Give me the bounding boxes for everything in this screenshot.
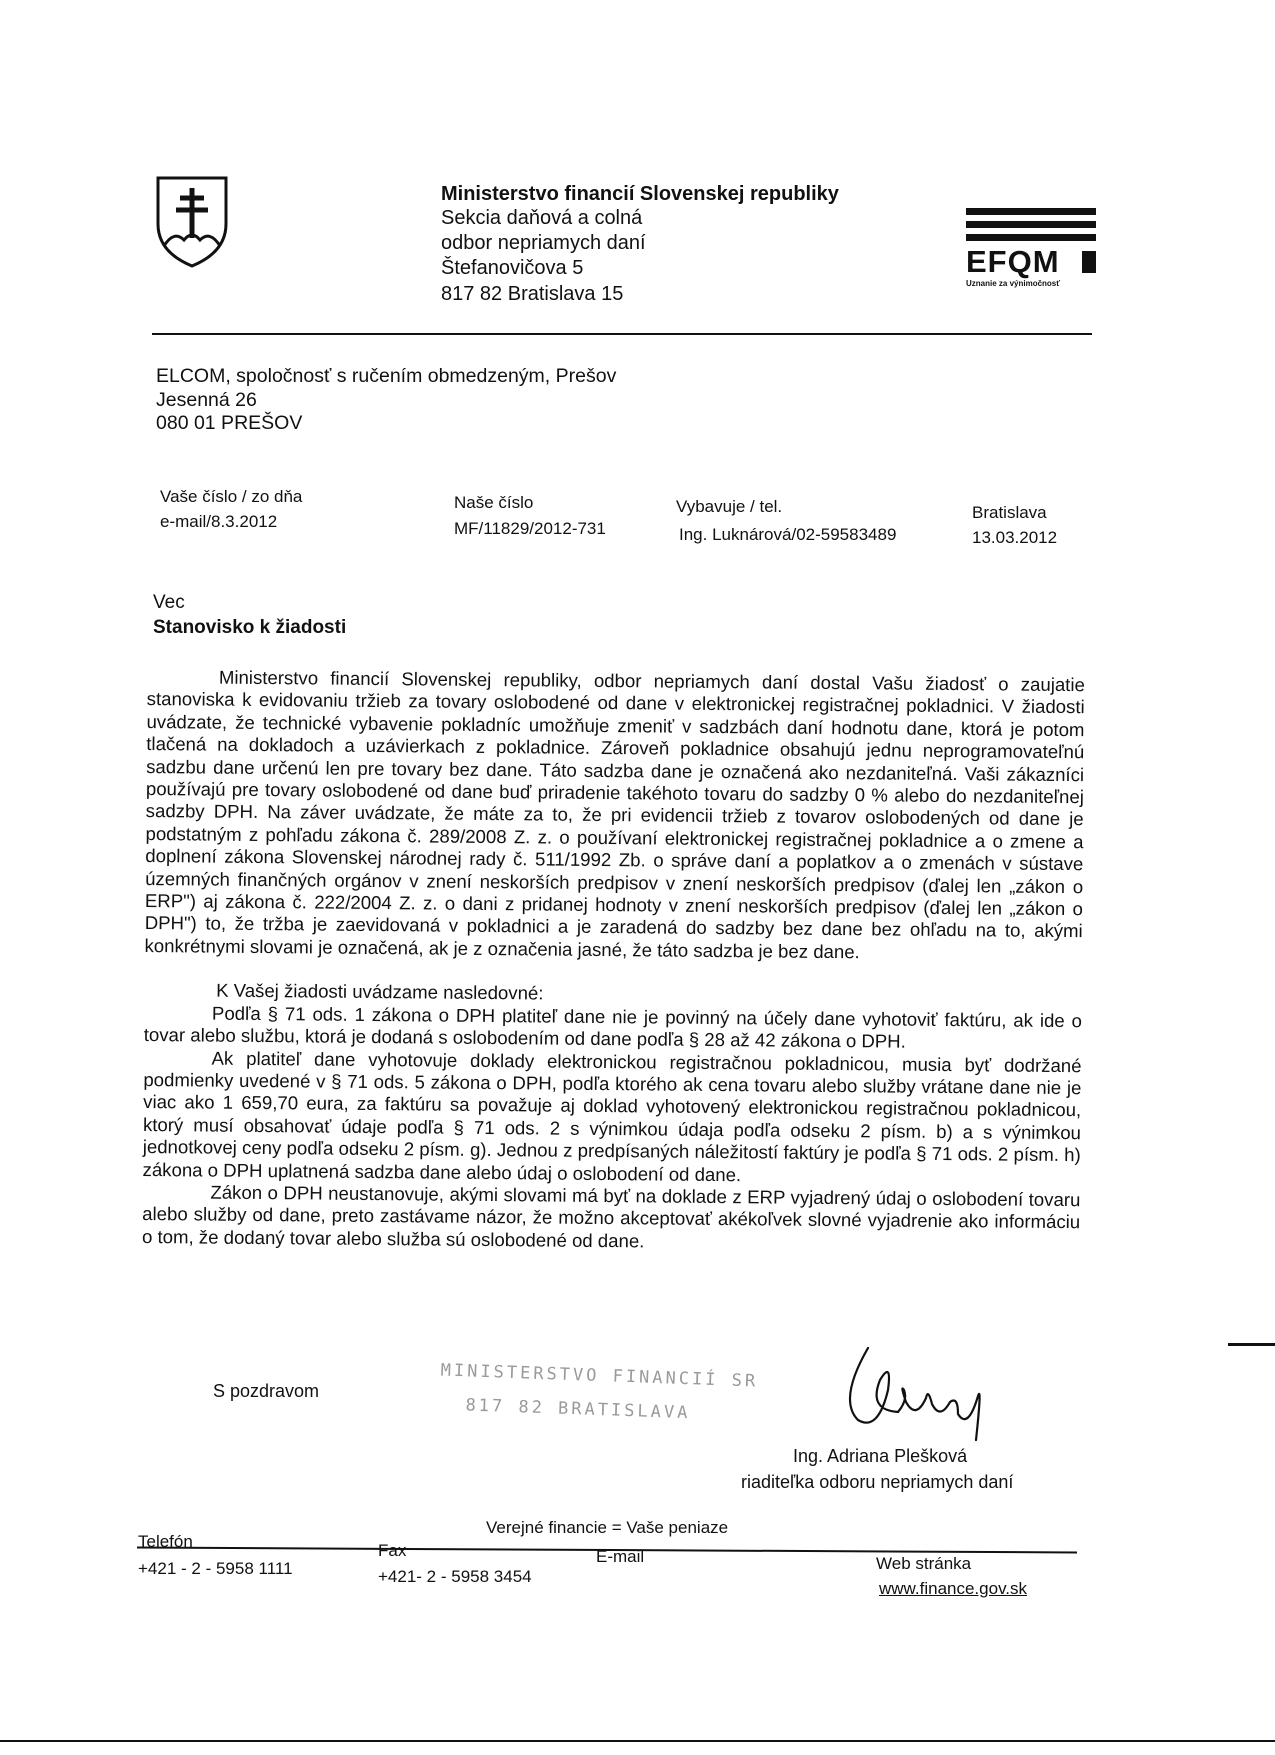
- ministry-department: odbor nepriamych daní: [441, 232, 646, 254]
- signer-title: riaditeľka odboru nepriamych daní: [741, 1472, 1014, 1492]
- phone-label: Telefón: [138, 1532, 193, 1551]
- efqm-label: EFQM: [966, 244, 1060, 279]
- recipient-street: Jesenná 26: [156, 389, 257, 411]
- web-link[interactable]: www.finance.gov.sk: [879, 1579, 1028, 1598]
- paragraph-3: Podľa § 71 ods. 1 zákona o DPH platiteľ dane nie je povinný na účely dane vyhotoviť faktúru, ak ide o tovar alebo službu, ktorá je dodaná s oslobodením od dane podľa § 28 až 42 zákona o DPH.: [143, 1002, 1083, 1052]
- subject-label: Vec: [153, 592, 185, 613]
- place: Bratislava: [972, 503, 1047, 522]
- scan-mark-right: [1228, 1343, 1275, 1346]
- handled-by-value: Ing. Luknárová/02-59583489: [679, 525, 897, 544]
- paragraph-4: Ak platiteľ dane vyhotovuje doklady elektronickou registračnou pokladnicou, musia byť dodržané podmienky uvedené v § 71 ods. 5 zákona o DPH, podľa ktorého ak cena tovaru alebo služby vrátane dane nie je viac ako 1 659,70 eura, za faktúru sa považuje aj doklad vyhotovený elektronickou registračnou pokladnicou, ktorý musí obsahovať údaje podľa § 71 ods. 2 s výnimkou údaja podľa odseku 2 písm. b) a s výnimkou jednotkovej ceny podľa odseku 2 písm. g). Jednou z predpísaných náležitostí faktúry je podľa § 71 ods. 2 písm. h) zákona o DPH uplatnená sadzba dane alebo údaj o oslobodení od dane.: [142, 1047, 1082, 1185]
- recipient-name: ELCOM, spoločnosť s ručením obmedzeným, Prešov: [156, 365, 617, 387]
- paragraph-1: Ministerstvo financií Slovenskej republiky, odbor nepriamych daní dostal Vašu žiadosť o zaujatie stanoviska k evidovaniu tržieb za tovary oslobodené od dane v elektronickej registračnej pokladnici. V žiadosti uvádzate, že technické vybavenie pokladníc umožňuje zmeniť v sadzbách daní hodnotu dane, ktorá je potom tlačená na dokladoch a uzávierkach z pokladnice. Zároveň pokladnice obsahujú jednu neprogramovateľnú sadzbu dane určenú len pre tovary bez dane. Táto sadzba dane je označená ako nezdaniteľná. Vaši zákazníci používajú pre tovary oslobodené od dane buď priradenie takéhoto tovaru do sadzby 0 % alebo do nezdaniteľnej sadzby DPH. Na záver uvádzate, že máte za to, že pri evidencii tržieb z tovarov oslobodených od dane je podstatným z pohľadu zákona č. 289/2008 Z. z. o používaní elektronickej registračnej pokladnice a o zmene a doplnení zákona Slovenskej národnej rady č. 511/1992 Zb. o správe daní a poplatkov a o zmenách v sústave územných finančných orgánov v znení neskorších predpisov v znení neskorších predpisov (ďalej len „zákon o ERP") aj zákona č. 222/2004 Z. z. o dani z pridanej hodnoty v znení neskorších predpisov (ďalej len „zákon o DPH") to, že tržba je zaevidovaná v pokladnici a je zaradená do sadzby bez dane bez ohľadu na to, akými konkrétnymi slovami je označená, ak je z označenia jasné, že táto sadzba je bez dane.: [144, 666, 1085, 963]
- efqm-subtitle: Uznanie za výnimočnosť: [966, 279, 1061, 288]
- web-label: Web stránka: [876, 1554, 972, 1573]
- stamp: [439, 1360, 758, 1425]
- phone-value: +421 - 2 - 5958 1111: [138, 1559, 293, 1578]
- ministry-city: 817 82 Bratislava 15: [441, 283, 624, 305]
- letter-body: [142, 666, 1085, 1256]
- ministry-street: Štefanovičova 5: [441, 257, 584, 279]
- header-rule: [152, 333, 1092, 335]
- stamp-line-1: MINISTERSTVO FINANCIÍ SR: [440, 1360, 759, 1392]
- email-label: E-mail: [596, 1547, 645, 1566]
- signature-image: [828, 1340, 998, 1450]
- scan-edge-line: [0, 1740, 1275, 1742]
- our-ref-label: Naše číslo: [454, 493, 534, 512]
- your-ref-label: Vaše číslo / zo dňa: [160, 487, 303, 506]
- handled-by-label: Vybavuje / tel.: [676, 497, 783, 516]
- stamp-line-2: 817 82 BRATISLAVA: [465, 1395, 691, 1424]
- efqm-logo: [966, 208, 1096, 288]
- fax-value: +421- 2 - 5958 3454: [378, 1567, 532, 1586]
- signer-name: Ing. Adriana Plešková: [793, 1446, 968, 1466]
- coat-of-arms-icon: [152, 172, 232, 270]
- paragraph-2: K Vašej žiadosti uvádzame nasledovné:: [216, 979, 544, 1004]
- footer-motto: Verejné financie = Vaše peniaze: [486, 1518, 729, 1537]
- ministry-name: Ministerstvo financií Slovenskej republiky: [441, 183, 839, 205]
- date: 13.03.2012: [972, 528, 1058, 547]
- your-ref-value: e-mail/8.3.2012: [160, 512, 278, 531]
- greeting: S pozdravom: [213, 1381, 320, 1401]
- paragraph-5: Zákon o DPH neustanovuje, akými slovami má byť na doklade z ERP vyjadrený údaj o oslobodení tovaru alebo služby od dane, preto zastávame názor, že možno akceptovať akékoľvek slovné vyjadrenie ako informáciu o tom, že dodaný tovar alebo služba sú oslobodené od dane.: [141, 1181, 1081, 1252]
- recipient-city: 080 01 PREŠOV: [156, 412, 303, 434]
- ministry-section: Sekcia daňová a colná: [441, 207, 643, 229]
- fax-label: Fax: [378, 1541, 407, 1560]
- subject-title: Stanovisko k žiadosti: [153, 617, 347, 638]
- our-ref-value: MF/11829/2012-731: [454, 519, 606, 538]
